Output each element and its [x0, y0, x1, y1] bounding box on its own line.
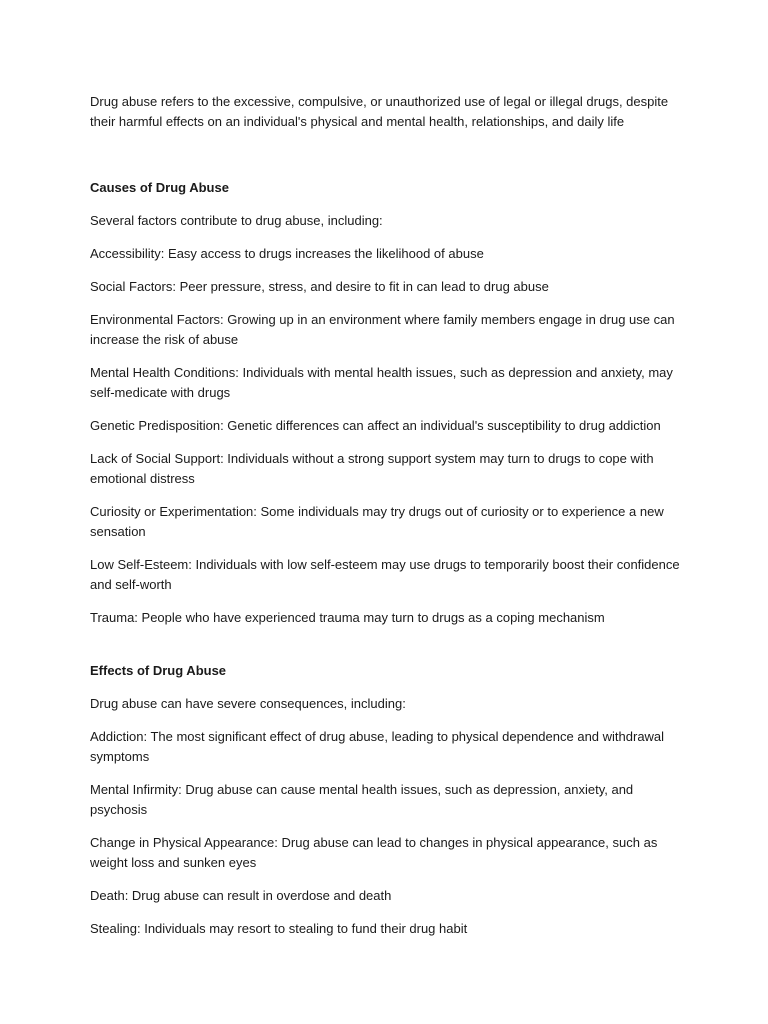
- list-item: Curiosity or Experimentation: Some individuals may try drugs out of curiosity or to experience a new sensation: [90, 504, 664, 539]
- causes-section: [90, 178, 690, 628]
- list-item: Mental Infirmity: Drug abuse can cause mental health issues, such as depression, anxiety, and psychosis: [90, 782, 634, 817]
- causes-lead: Several factors contribute to drug abuse, including:: [90, 213, 383, 228]
- list-item: Environmental Factors: Growing up in an environment where family members engage in drug use can increase the risk of abuse: [90, 312, 675, 347]
- list-item: Accessibility: Easy access to drugs increases the likelihood of abuse: [90, 246, 484, 261]
- effects-lead: Drug abuse can have severe consequences, including:: [90, 696, 406, 711]
- list-item: Lack of Social Support: Individuals without a strong support system may turn to drugs to cope with emotional distress: [90, 451, 654, 486]
- list-item: Social Factors: Peer pressure, stress, and desire to fit in can lead to drug abuse: [90, 279, 549, 294]
- list-item: Genetic Predisposition: Genetic differences can affect an individual's susceptibility to drug addiction: [90, 418, 661, 433]
- list-item: Change in Physical Appearance: Drug abuse can lead to changes in physical appearance, such as weight loss and sunken eyes: [90, 835, 658, 870]
- list-item: Mental Health Conditions: Individuals with mental health issues, such as depression and anxiety, may self-medicate with drugs: [90, 365, 673, 400]
- list-item: Stealing: Individuals may resort to stealing to fund their drug habit: [90, 921, 468, 936]
- list-item: Low Self-Esteem: Individuals with low self-esteem may use drugs to temporarily boost their confidence and self-worth: [90, 557, 680, 592]
- list-item: Death: Drug abuse can result in overdose and death: [90, 888, 392, 903]
- effects-section: [90, 661, 690, 939]
- list-item: Addiction: The most significant effect of drug abuse, leading to physical dependence and withdrawal symptoms: [90, 729, 665, 764]
- intro-paragraph: Drug abuse refers to the excessive, compulsive, or unauthorized use of legal or illegal drugs, despite their harmful effects on an individual's physical and mental health, relationships, and daily life: [90, 94, 669, 129]
- document-page: [90, 92, 690, 952]
- list-item: Trauma: People who have experienced trauma may turn to drugs as a coping mechanism: [90, 610, 605, 625]
- effects-heading: Effects of Drug Abuse: [90, 663, 227, 678]
- causes-heading: Causes of Drug Abuse: [90, 180, 229, 195]
